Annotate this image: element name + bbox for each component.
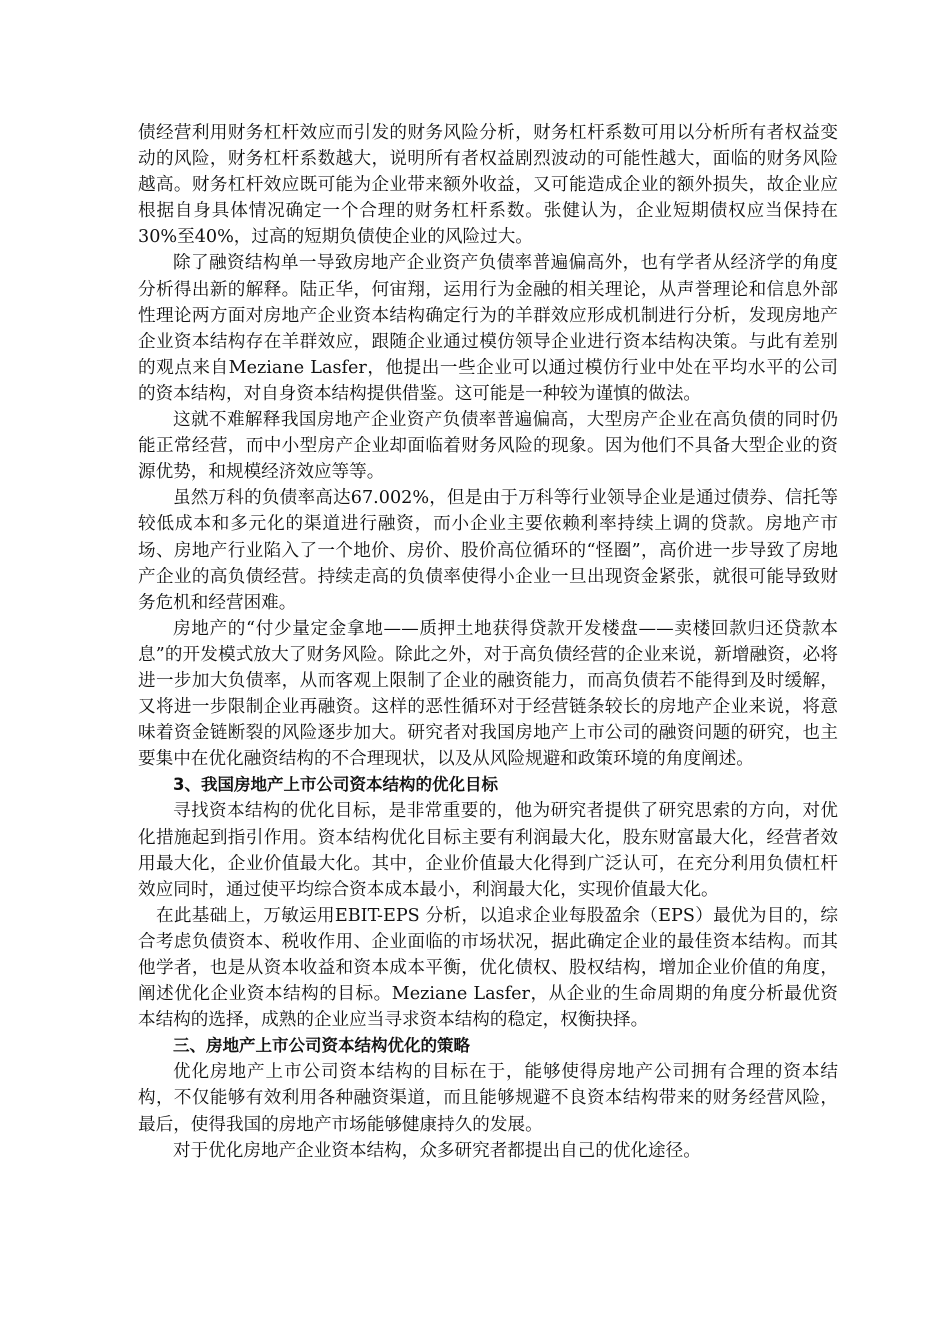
paragraph-vanke: 虽然万科的负债率高达67.002%，但是由于万科等行业领导企业是通过债券、信托等较低成本和多元化的渠道进行融资，而小企业主要依赖利率持续上调的贷款。房地产市场、房地产行业陷入了一个地价、房价、股价高位循环的“怪圈”，高价进一步导致了房地产企业的高负债经营。持续走高的负债率使得小企业一旦出现资金紧张，就很可能导致财务危机和经营困难。 [138,488,838,613]
paragraph-optimization-paths: 对于优化房地产企业资本结构，众多研究者都提出自己的优化途径。 [173,1140,701,1161]
paragraph-financial-leverage: 债经营利用财务杠杆效应而引发的财务风险分析，财务杠杆系数可用以分析所有者权益变动的风险，财务杠杆系数越大，说明所有者权益剧烈波动的可能性越大，面临的财务风险越高。财务杠杆效应既可能为企业带来额外收益，又可能造成企业的额外损失，故企业应根据自身具体情况确定一个合理的财务杠杆系数。张健认为，企业短期债权应当保持在30%至40%，过高的短期负债使企业的风险过大。 [138,123,838,248]
paragraph-strategy-goal: 优化房地产上市公司资本结构的目标在于，能够使得房地产公司拥有合理的资本结构，不仅能够有效利用各种融资渠道，而且能够规避不良资本结构带来的财务经营风险，最后，使得我国的房地产市场能够健康持久的发展。 [138,1062,838,1135]
paragraph-ebit-eps: 在此基础上，万敏运用EBIT-EPS 分析，以追求企业每股盈余（EPS）最优为目的，综合考虑负债资本、税收作用、企业面临的市场状况，据此确定企业的最佳资本结构。而其他学者，也是从资本收益和资本成本平衡，优化债权、股权结构，增加企业价值的角度，阐述优化企业资本结构的目标。Meziane Lasfer，从企业的生命周期的角度分析最优资本结构的选择，成熟的企业应当寻求资本结构的稳定，权衡抉择。 [138,905,838,1031]
paragraph-development-model: 房地产的“付少量定金拿地——质押土地获得贷款开发楼盘——卖楼回款归还贷款本息”的开发模式放大了财务风险。除此之外，对于高负债经营的企业来说，新增融资，必将进一步加大负债率，从而客观上限制了企业的融资能力，而高负债若不能得到及时缓解，又将进一步限制企业再融资。这样的恶性循环对于经营链条较长的房地产企业来说，将意味着资金链断裂的风险逐步加大。研究者对我国房地产上市公司的融资问题的研究，也主要集中在优化融资结构的不合理现状，以及从风险规避和政策环境的角度阐述。 [138,618,838,770]
paragraph-herd-effect: 除了融资结构单一导致房地产企业资产负债率普遍偏高外，也有学者从经济学的角度分析得出新的解释。陆正华，何宙翔，运用行为金融的相关理论，从声誉理论和信息外部性理论两方面对房地产企业资本结构确定行为的羊群效应形成机制进行分析，发现房地产企业资本结构存在羊群效应，跟随企业通过模仿领导企业进行资本结构决策。与此有差别的观点来自Meziane Lasfer，他提出一些企业可以通过模仿行业中处在平均水平的公司的资本结构，对自身资本结构提供借鉴。这可能是一种较为谨慎的做法。 [138,253,838,404]
paragraph-debt-ratio: 这就不难解释我国房地产企业资产负债率普遍偏高，大型房产企业在高负债的同时仍能正常经营，而中小型房产企业却面临着财务风险的现象。因为他们不具备大型企业的资源优势，和规模经济效应等等。 [138,410,838,483]
section-heading-strategy: 三、房地产上市公司资本结构优化的策略 [173,1036,470,1056]
section-heading-optimization-goal: 3、我国房地产上市公司资本结构的优化目标 [173,775,498,795]
paragraph-optimization-goal: 寻找资本结构的优化目标，是非常重要的，他为研究者提供了研究思索的方向，对优化措施起到指引作用。资本结构优化目标主要有利润最大化，股东财富最大化，经营者效用最大化，企业价值最大化。其中，企业价值最大化得到广泛认可，在充分利用负债杠杆效应同时，通过使平均综合资本成本最小，利润最大化，实现价值最大化。 [138,801,838,900]
document-page [138,120,838,1164]
